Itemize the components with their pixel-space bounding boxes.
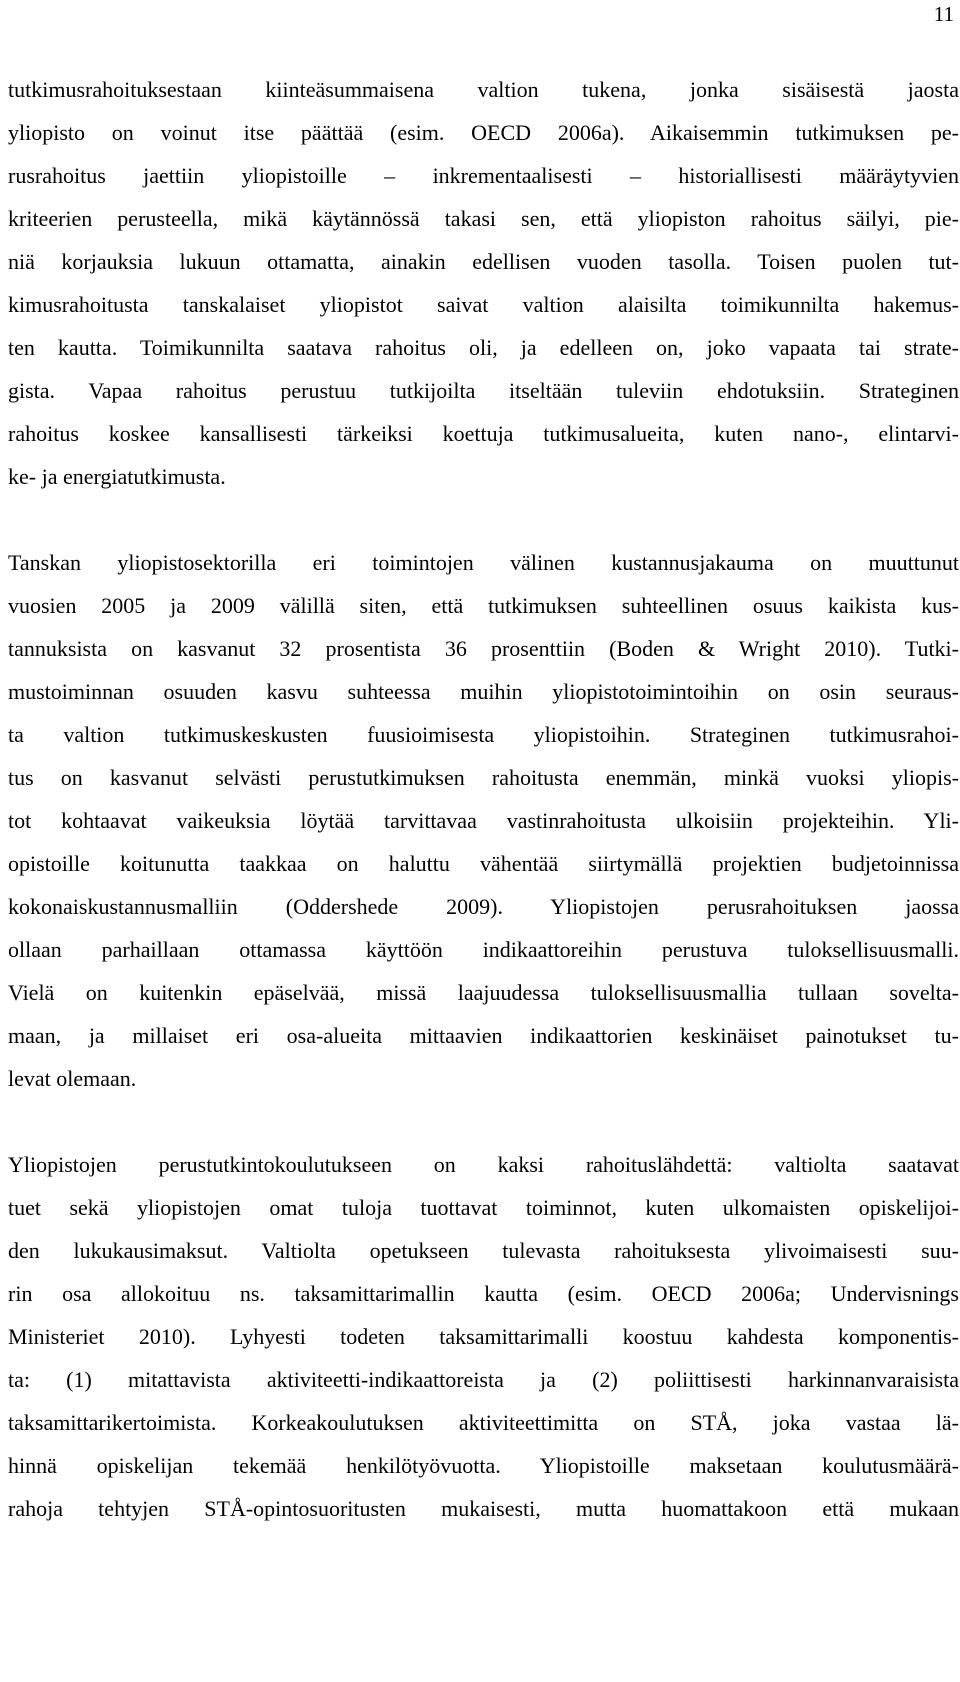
text-line: Ministeriet 2010). Lyhyesti todeten taksamittarimalli koostuu kahdesta komponentis- <box>8 1324 959 1349</box>
text-line: kimusrahoitusta tanskalaiset yliopistot saivat valtion alaisilta toimikunnilta hakemus- <box>8 292 959 317</box>
text-line: levat olemaan. <box>8 1066 137 1091</box>
paragraph-funding-history <box>8 68 959 498</box>
text-line: ta valtion tutkimuskeskusten fuusioimisesta yliopistoihin. Strateginen tutkimusrahoi- <box>8 722 959 747</box>
page-number: 11 <box>933 2 954 26</box>
text-line: gista. Vapaa rahoitus perustuu tutkijoilta itseltään tuleviin ehdotuksiin. Strateginen <box>8 378 959 403</box>
text-line: rahoja tehtyjen STÅ-opintosuoritusten mukaisesti, mutta huomattakoon että mukaan <box>8 1496 959 1521</box>
text-line: kokonaiskustannusmalliin (Oddershede 2009). Yliopistojen perusrahoituksen jaossa <box>8 894 959 919</box>
text-line: niä korjauksia lukuun ottamatta, ainakin edellisen vuoden tasolla. Toisen puolen tut- <box>8 249 959 274</box>
text-line: yliopisto on voinut itse päättää (esim. OECD 2006a). Aikaisemmin tutkimuksen pe- <box>8 120 959 145</box>
text-line: tuet sekä yliopistojen omat tuloja tuottavat toiminnot, kuten ulkomaisten opiskelijoi- <box>8 1195 959 1220</box>
paragraph-undergraduate-funding <box>8 1143 959 1530</box>
text-line: maan, ja millaiset eri osa-alueita mittaavien indikaattorien keskinäiset painotukset tu- <box>8 1023 959 1048</box>
text-line: hinnä opiskelijan tekemää henkilötyövuotta. Yliopistoille maksetaan koulutusmäärä- <box>8 1453 959 1478</box>
text-line: rin osa allokoituu ns. taksamittarimallin kautta (esim. OECD 2006a; Undervisnings <box>8 1281 959 1306</box>
page-body <box>8 68 959 1530</box>
text-line: ollaan parhaillaan ottamassa käyttöön indikaattoreihin perustuva tuloksellisuusmalli. <box>8 937 959 962</box>
text-line: opistoille koitunutta taakkaa on haluttu vähentää siirtymällä projektien budjetoinnissa <box>8 851 959 876</box>
text-line: tot kohtaavat vaikeuksia löytää tarvittavaa vastinrahoitusta ulkoisiin projekteihin. Yli- <box>8 808 959 833</box>
text-line: Yliopistojen perustutkintokoulutukseen on kaksi rahoituslähdettä: valtiolta saatavat <box>8 1152 959 1177</box>
text-line: mustoiminnan osuuden kasvu suhteessa muihin yliopistotoimintoihin on osin seuraus- <box>8 679 959 704</box>
text-line: tus on kasvanut selvästi perustutkimuksen rahoitusta enemmän, minkä vuoksi yliopis- <box>8 765 959 790</box>
text-line: tannuksista on kasvanut 32 prosentista 36 prosenttiin (Boden & Wright 2010). Tutki- <box>8 636 959 661</box>
text-line: Tanskan yliopistosektorilla eri toimintojen välinen kustannusjakauma on muuttunut <box>8 550 959 575</box>
text-line: rusrahoitus jaettiin yliopistoille – inkrementaalisesti – historiallisesti määräytyvien <box>8 163 959 188</box>
text-line: ten kautta. Toimikunnilta saatava rahoitus oli, ja edelleen on, joko vapaata tai strate- <box>8 335 959 360</box>
text-line: den lukukausimaksut. Valtiolta opetukseen tulevasta rahoituksesta ylivoimaisesti suu- <box>8 1238 959 1263</box>
text-line: ta: (1) mitattavista aktiviteetti-indikaattoreista ja (2) poliittisesti harkinnanvaraisista <box>8 1367 959 1392</box>
text-line: tutkimusrahoituksestaan kiinteäsummaisena valtion tukena, jonka sisäisestä jaosta <box>8 77 959 102</box>
text-line: kriteerien perusteella, mikä käytännössä takasi sen, että yliopiston rahoitus säilyi, pie- <box>8 206 959 231</box>
text-line: rahoitus koskee kansallisesti tärkeiksi koettuja tutkimusalueita, kuten nano-, elintarvi- <box>8 421 959 446</box>
paragraph-cost-distribution <box>8 541 959 1100</box>
text-line: taksamittarikertoimista. Korkeakoulutuksen aktiviteettimitta on STÅ, joka vastaa lä- <box>8 1410 959 1435</box>
text-line: vuosien 2005 ja 2009 välillä siten, että tutkimuksen suhteellinen osuus kaikista kus- <box>8 593 959 618</box>
text-line: Vielä on kuitenkin epäselvää, missä laajuudessa tuloksellisuusmallia tullaan sovelta- <box>8 980 959 1005</box>
text-line: ke- ja energiatutkimusta. <box>8 464 226 489</box>
